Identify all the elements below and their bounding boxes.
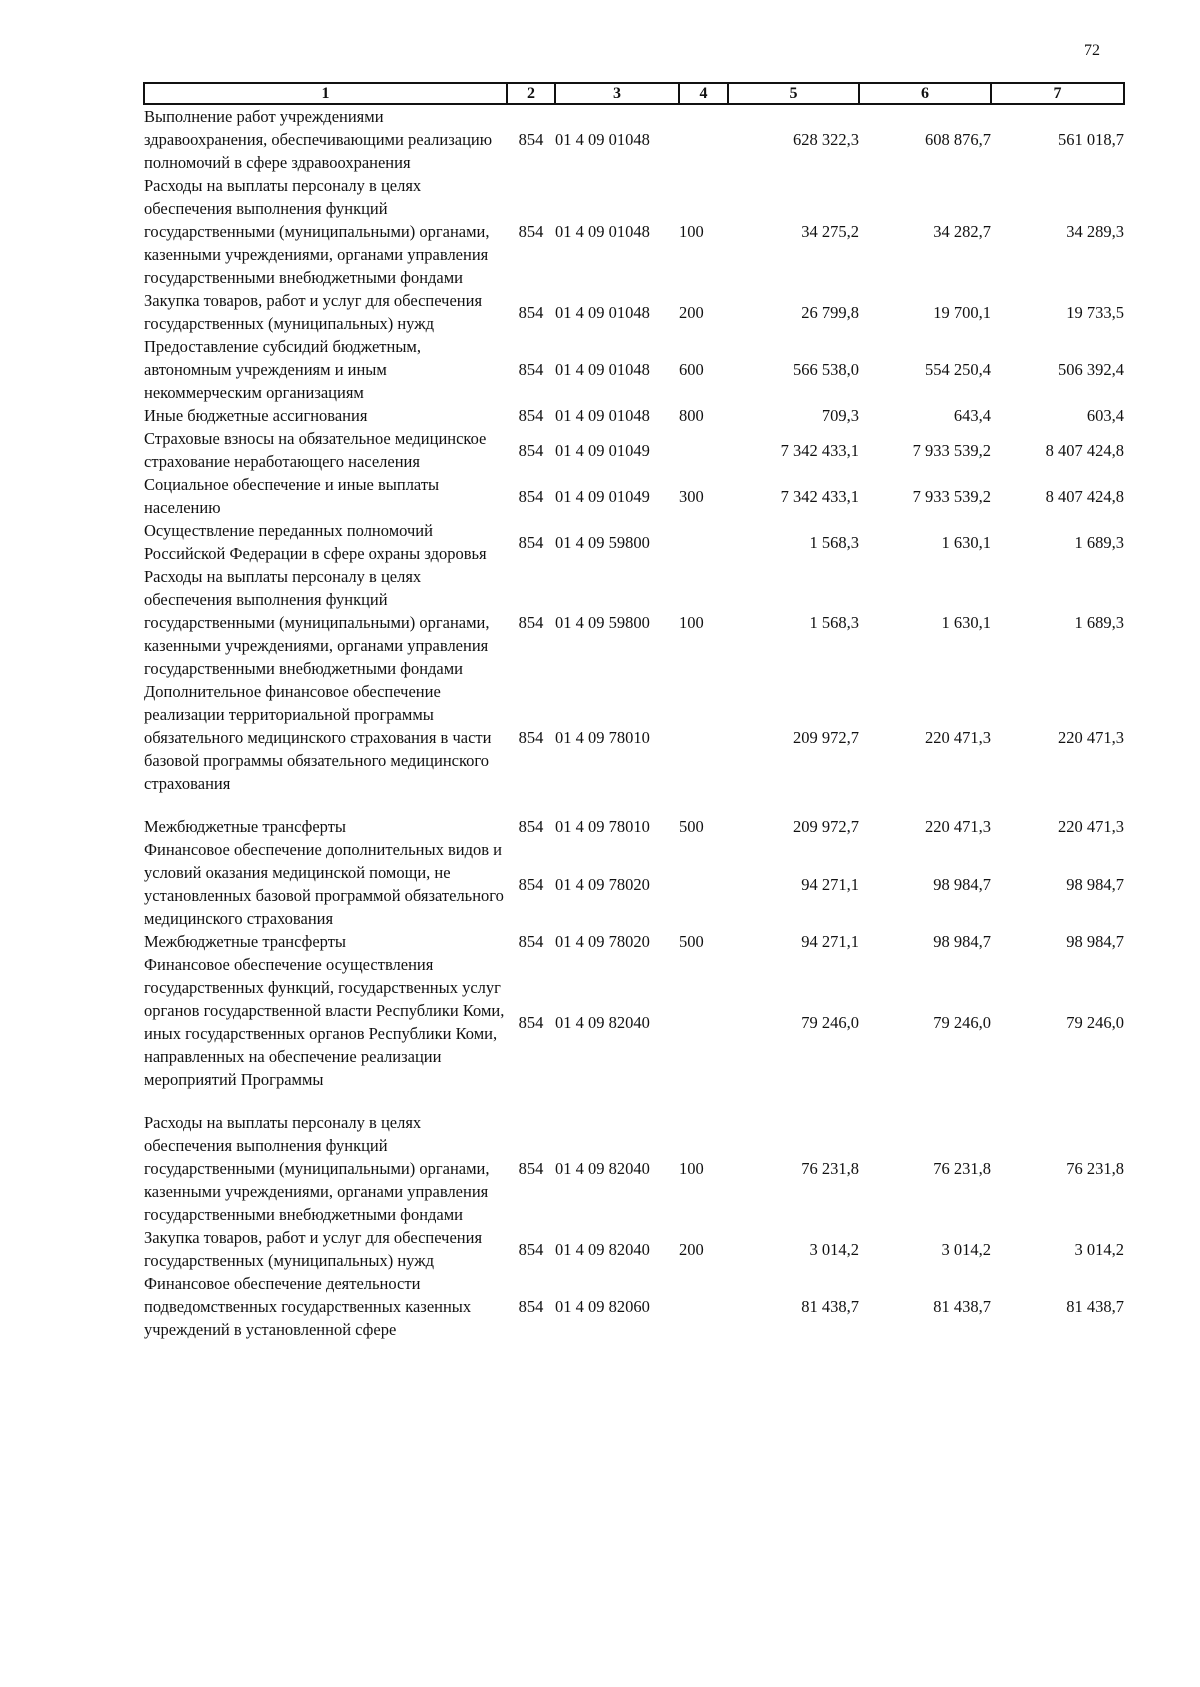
expense-name-cell: Осуществление переданных полномочий Российской Федерации в сфере охраны здоровья (144, 521, 487, 563)
expense-name-cell: Иные бюджетные ассигнования (144, 406, 368, 425)
table-row (144, 953, 1124, 1091)
amount-year3-cell: 603,4 (1086, 406, 1124, 425)
expense-name-cell: Дополнительное финансовое обеспечение реализации территориальной программы обязательного медицинского страхования в части базовой программы обязательного медицинского страхования (144, 682, 492, 793)
table-row (144, 174, 1124, 289)
admin-code-cell: 854 (518, 728, 544, 747)
page-number: 72 (1084, 42, 1100, 59)
amount-year1-cell: 7 342 433,1 (780, 440, 859, 460)
row-spacer (144, 795, 1124, 815)
expense-name-cell: Межбюджетные трансферты (144, 932, 347, 951)
amount-year3-cell: 98 984,7 (1066, 874, 1124, 894)
amount-year1-cell: 81 438,7 (801, 1297, 859, 1316)
table-row (144, 104, 1124, 174)
expense-type-cell (679, 427, 728, 473)
amount-year1-cell: 94 271,1 (801, 932, 859, 951)
amount-year1-cell: 26 799,8 (801, 302, 859, 322)
admin-code-cell: 854 (518, 222, 544, 241)
amount-year3-cell: 506 392,4 (1058, 360, 1124, 379)
admin-code-cell: 854 (518, 874, 544, 894)
target-code-cell: 01 4 09 01049 (555, 486, 650, 506)
table-row (144, 404, 1124, 427)
expense-type-cell (679, 519, 728, 565)
target-code-cell: 01 4 09 78020 (555, 874, 650, 894)
spacer-cell (144, 795, 1124, 815)
amount-year2-cell: 81 438,7 (933, 1297, 991, 1316)
admin-code-cell: 854 (518, 932, 544, 951)
amount-year3-cell: 81 438,7 (1066, 1297, 1124, 1316)
admin-code-cell: 854 (518, 1012, 544, 1032)
amount-year3-cell: 19 733,5 (1066, 302, 1124, 322)
row-spacer (144, 1091, 1124, 1111)
spacer-cell (144, 1091, 1124, 1111)
expense-type-cell: 300 (679, 486, 704, 506)
table-row (144, 335, 1124, 404)
amount-year2-cell: 220 471,3 (925, 728, 991, 747)
admin-code-cell: 854 (518, 817, 544, 836)
amount-year3-cell: 98 984,7 (1066, 932, 1124, 951)
amount-year3-cell: 34 289,3 (1066, 222, 1124, 241)
table-row (144, 1272, 1124, 1341)
expense-type-cell: 600 (679, 360, 704, 379)
amount-year3-cell: 1 689,3 (1074, 613, 1124, 632)
amount-year3-cell: 76 231,8 (1066, 1159, 1124, 1178)
expense-type-cell (679, 680, 728, 795)
amount-year1-cell: 209 972,7 (793, 817, 859, 836)
target-code-cell: 01 4 09 59800 (555, 532, 650, 552)
expense-type-cell (679, 1272, 728, 1341)
table-row (144, 1111, 1124, 1226)
table-row (144, 519, 1124, 565)
expense-name-cell: Финансовое обеспечение осуществления государственных функций, государственных услуг органов государственной власти Республики Коми, иных государственных органов Республики Коми, направленных на обеспечение реализации мероприятий Программы (144, 955, 505, 1089)
expense-name-cell: Социальное обеспечение и иные выплаты населению (144, 475, 440, 517)
amount-year2-cell: 608 876,7 (925, 130, 991, 149)
amount-year1-cell: 94 271,1 (801, 874, 859, 894)
target-code-cell: 01 4 09 01048 (555, 406, 650, 425)
admin-code-cell: 854 (518, 302, 544, 322)
table-row (144, 565, 1124, 680)
amount-year3-cell: 79 246,0 (1066, 1012, 1124, 1032)
column-header: 2 (507, 83, 555, 104)
column-header: 6 (859, 83, 991, 104)
target-code-cell: 01 4 09 82040 (555, 1012, 650, 1032)
amount-year3-cell: 1 689,3 (1074, 532, 1124, 552)
expense-type-cell: 800 (679, 406, 704, 425)
amount-year3-cell: 8 407 424,8 (1045, 440, 1124, 460)
column-header: 3 (555, 83, 679, 104)
amount-year2-cell: 76 231,8 (933, 1159, 991, 1178)
expense-name-cell: Расходы на выплаты персоналу в целях обеспечения выполнения функций государственными (муниципальными) органами, казенными учреждениями, органами управления государственными внебюджетными фондами (144, 1113, 490, 1224)
column-header: 1 (144, 83, 507, 104)
expense-name-cell: Страховые взносы на обязательное медицинское страхование неработающего населения (144, 429, 487, 471)
admin-code-cell: 854 (518, 1297, 544, 1316)
admin-code-cell: 854 (518, 1239, 544, 1259)
expense-type-cell (679, 953, 728, 1091)
amount-year2-cell: 7 933 539,2 (912, 440, 991, 460)
target-code-cell: 01 4 09 82040 (555, 1159, 650, 1178)
expense-name-cell: Закупка товаров, работ и услуг для обеспечения государственных (муниципальных) нужд (144, 1228, 483, 1270)
expense-name-cell: Предоставление субсидий бюджетным, автономным учреждениям и иным некоммерческим организациям (144, 337, 421, 402)
amount-year1-cell: 1 568,3 (809, 613, 859, 632)
amount-year1-cell: 34 275,2 (801, 222, 859, 241)
amount-year1-cell: 1 568,3 (809, 532, 859, 552)
amount-year1-cell: 709,3 (821, 406, 859, 425)
amount-year1-cell: 628 322,3 (793, 130, 859, 149)
amount-year2-cell: 98 984,7 (933, 932, 991, 951)
target-code-cell: 01 4 09 01048 (555, 302, 650, 322)
target-code-cell: 01 4 09 78020 (555, 932, 650, 951)
target-code-cell: 01 4 09 01049 (555, 440, 650, 460)
target-code-cell: 01 4 09 01048 (555, 360, 650, 379)
column-header: 4 (679, 83, 728, 104)
table-row (144, 930, 1124, 953)
amount-year2-cell: 643,4 (953, 406, 991, 425)
amount-year2-cell: 98 984,7 (933, 874, 991, 894)
expense-name-cell: Выполнение работ учреждениями здравоохранения, обеспечивающими реализацию полномочий в сфере здравоохранения (144, 107, 493, 172)
amount-year1-cell: 79 246,0 (801, 1012, 859, 1032)
expense-type-cell: 200 (679, 1239, 704, 1259)
expense-type-cell (679, 838, 728, 930)
expense-type-cell: 500 (679, 932, 704, 951)
target-code-cell: 01 4 09 59800 (555, 613, 650, 632)
amount-year1-cell: 3 014,2 (809, 1239, 859, 1259)
amount-year1-cell: 209 972,7 (793, 728, 859, 747)
admin-code-cell: 854 (518, 532, 544, 552)
table-row (144, 838, 1124, 930)
amount-year1-cell: 566 538,0 (793, 360, 859, 379)
admin-code-cell: 854 (518, 613, 544, 632)
expense-type-cell: 200 (679, 302, 704, 322)
target-code-cell: 01 4 09 78010 (555, 817, 650, 836)
expense-name-cell: Закупка товаров, работ и услуг для обеспечения государственных (муниципальных) нужд (144, 291, 483, 333)
column-number-header-row (144, 83, 1124, 104)
amount-year2-cell: 19 700,1 (933, 302, 991, 322)
amount-year2-cell: 1 630,1 (941, 613, 991, 632)
expense-type-cell: 100 (679, 1159, 704, 1178)
amount-year2-cell: 3 014,2 (941, 1239, 991, 1259)
amount-year1-cell: 7 342 433,1 (780, 486, 859, 506)
table-row (144, 473, 1124, 519)
table-row (144, 1226, 1124, 1272)
expense-name-cell: Межбюджетные трансферты (144, 817, 347, 836)
table-row (144, 289, 1124, 335)
expense-name-cell: Финансовое обеспечение деятельности подведомственных государственных казенных учреждений в установленной сфере (144, 1274, 472, 1339)
table-row (144, 680, 1124, 795)
amount-year2-cell: 34 282,7 (933, 222, 991, 241)
table-body (144, 104, 1124, 1341)
amount-year3-cell: 220 471,3 (1058, 817, 1124, 836)
target-code-cell: 01 4 09 01048 (555, 222, 650, 241)
expense-type-cell: 500 (679, 817, 704, 836)
amount-year2-cell: 79 246,0 (933, 1012, 991, 1032)
admin-code-cell: 854 (518, 130, 544, 149)
expense-name-cell: Расходы на выплаты персоналу в целях обеспечения выполнения функций государственными (муниципальными) органами, казенными учреждениями, органами управления государственными внебюджетными фондами (144, 176, 490, 287)
budget-table (143, 82, 1125, 1341)
admin-code-cell: 854 (518, 1159, 544, 1178)
amount-year2-cell: 220 471,3 (925, 817, 991, 836)
amount-year3-cell: 8 407 424,8 (1045, 486, 1124, 506)
admin-code-cell: 854 (518, 440, 544, 460)
admin-code-cell: 854 (518, 486, 544, 506)
amount-year3-cell: 220 471,3 (1058, 728, 1124, 747)
table-row (144, 427, 1124, 473)
amount-year2-cell: 554 250,4 (925, 360, 991, 379)
target-code-cell: 01 4 09 78010 (555, 728, 650, 747)
expense-type-cell: 100 (679, 613, 704, 632)
target-code-cell: 01 4 09 82040 (555, 1239, 650, 1259)
expense-type-cell: 100 (679, 222, 704, 241)
admin-code-cell: 854 (518, 360, 544, 379)
table-row (144, 815, 1124, 838)
column-header: 7 (991, 83, 1124, 104)
amount-year2-cell: 1 630,1 (941, 532, 991, 552)
amount-year2-cell: 7 933 539,2 (912, 486, 991, 506)
amount-year1-cell: 76 231,8 (801, 1159, 859, 1178)
expense-name-cell: Финансовое обеспечение дополнительных видов и условий оказания медицинской помощи, не установленных базовой программой обязательного медицинского страхования (144, 840, 504, 928)
expense-name-cell: Расходы на выплаты персоналу в целях обеспечения выполнения функций государственными (муниципальными) органами, казенными учреждениями, органами управления государственными внебюджетными фондами (144, 567, 490, 678)
target-code-cell: 01 4 09 82060 (555, 1297, 650, 1316)
target-code-cell: 01 4 09 01048 (555, 130, 650, 149)
column-header: 5 (728, 83, 859, 104)
expense-type-cell (679, 104, 728, 174)
amount-year3-cell: 561 018,7 (1058, 130, 1124, 149)
amount-year3-cell: 3 014,2 (1074, 1239, 1124, 1259)
admin-code-cell: 854 (518, 406, 544, 425)
